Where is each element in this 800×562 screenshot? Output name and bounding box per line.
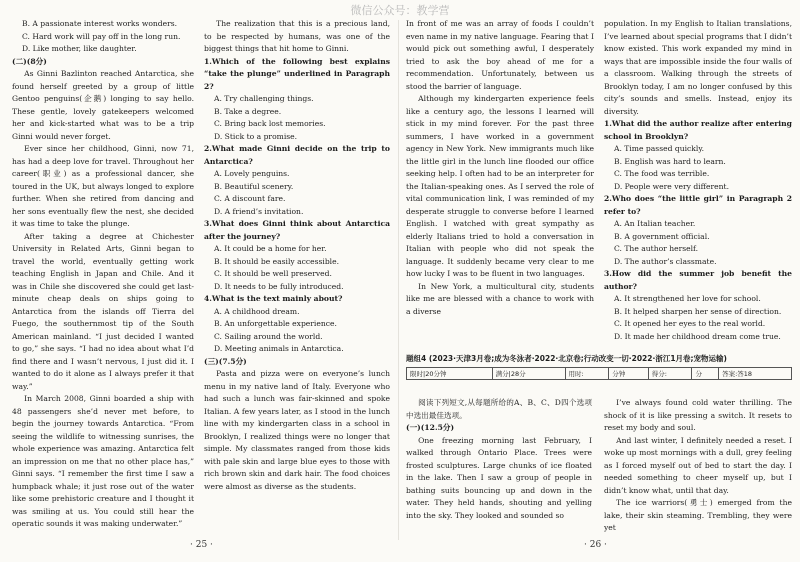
paragraph: D. People were very different. bbox=[614, 181, 729, 191]
paragraph: D. Like mother, like daughter. bbox=[22, 44, 137, 53]
page-number-right: · 26 · bbox=[584, 540, 607, 550]
paragraph: B. An unforgettable experience. bbox=[214, 319, 337, 328]
paragraph: A. An Italian teacher. bbox=[614, 219, 696, 228]
paragraph: A. A childhood dream. bbox=[214, 306, 300, 316]
paragraph: C. It should be well preserved. bbox=[214, 269, 332, 278]
paragraph: B. Beautiful scenery. bbox=[214, 181, 294, 191]
paragraph: (二)(8分) bbox=[12, 56, 47, 66]
paragraph: 3.How did the summer job benefit the author? bbox=[604, 269, 792, 291]
lower-left-column bbox=[406, 397, 592, 522]
paragraph: A. It could be a home for her. bbox=[214, 244, 327, 253]
paragraph: C. It opened her eyes to the real world. bbox=[614, 319, 766, 328]
paragraph: In front of me was an array of foods I couldn’t even name in my native language. Fearing that I would pick out something awful, I desperately tried to ask the boy ahead of me for a recommendation. Unfortunately, between us stood the barrier of language. bbox=[406, 19, 594, 91]
page-gutter bbox=[398, 20, 399, 540]
paragraph: Ever since her childhood, Ginni, now 71, has had a deep love for travel. Throughout her career(职业) as a professional dancer, she toured in the UK, but always longed to explore further. When she retired from dancing and her sons eventually flew the nest, she decided it was time to take the plunge. bbox=[12, 144, 194, 228]
paragraph: 2.Who does “the little girl” in Paragraph 2 refer to? bbox=[604, 194, 792, 216]
question-group-header bbox=[406, 353, 792, 380]
paragraph: 阅读下列短文,从每题所给的A、B、C、D四个选项中选出最佳选项。 bbox=[406, 398, 592, 420]
paragraph: population. In my English to Italian translations, I’ve learned about special programs that I didn’t know existed. This work expanded my mind in ways that are impossible inside the four walls of a classroom. Walking through the streets of Brooklyn today, I am no longer confused by this city’s sounds and smells. Instead, enjoy its diversity. bbox=[604, 19, 792, 116]
group-title: 题组4 (2023·天津3月卷;成为冬泳者·2022·北京卷;行动改变一切·2022·浙江1月卷;宠物运输) bbox=[406, 354, 727, 363]
paragraph: I’ve always found cold water thrilling. The shock of it is like pressing a switch. It resets to reset my body and soul. bbox=[604, 398, 792, 432]
score-cell: 得分: bbox=[648, 368, 692, 380]
paragraph: 1.Which of the following best explains “take the plunge” underlined in Paragraph 2? bbox=[204, 56, 390, 91]
score-cell: 答案:答18 bbox=[719, 368, 792, 380]
paragraph: And last winter, I definitely needed a reset. I woke up most mornings with a dull, grey feeling as I forced myself out of bed to start the day. I needed something to cheer myself up, but I didn’t know what, until that day. bbox=[604, 435, 792, 495]
paragraph: C. Hard work will pay off in the long run. bbox=[22, 31, 181, 41]
column-1 bbox=[12, 18, 194, 531]
paragraph: B. Take a degree. bbox=[214, 106, 282, 116]
paragraph: C. The food was terrible. bbox=[614, 169, 710, 178]
paragraph: A. Try challenging things. bbox=[214, 94, 314, 103]
paragraph: A. Time passed quickly. bbox=[614, 144, 705, 153]
paragraph: (一)(12.5分) bbox=[406, 423, 455, 432]
paragraph: A. Lovely penguins. bbox=[214, 169, 290, 178]
paragraph: 2.What made Ginni decide on the trip to Antarctica? bbox=[204, 144, 390, 166]
paragraph: C. A discount fare. bbox=[214, 194, 286, 203]
paragraph: D. It made her childhood dream come true. bbox=[614, 331, 781, 341]
paragraph: C. The author herself. bbox=[614, 244, 698, 253]
paragraph: Pasta and pizza were on everyone’s lunch menu in my native land of Italy. Everyone who had such a lunch was fair-skinned and spoke Italian. A few years later, as I stood in the lunch line with my kindergarten class in a school in Brooklyn, I realized things were no longer that simple. My classmates ranged from those kids with pale skin and large blue eyes to those with rich brown skin and dark hair. The food choices were almost as diverse as the students. bbox=[204, 369, 390, 491]
paragraph: 3.What does Ginni think about Antarctica after the journey? bbox=[204, 219, 390, 241]
score-cell: 分钟 bbox=[609, 368, 648, 380]
column-2 bbox=[204, 18, 390, 493]
paragraph: The ice warriors(勇士) emerged from the lake, their skin steaming. Trembling, they were yet bbox=[604, 498, 792, 532]
paragraph: D. A friend’s invitation. bbox=[214, 206, 304, 216]
score-cell: 用时: bbox=[565, 368, 609, 380]
paragraph: D. It needs to be fully introduced. bbox=[214, 281, 344, 291]
paragraph: The realization that this is a precious land, to be respected by humans, was one of the biggest things that hit home to Ginni. bbox=[204, 19, 390, 53]
paragraph: C. Bring back lost memories. bbox=[214, 119, 326, 128]
page-number-left: · 25 · bbox=[190, 540, 213, 550]
paragraph: D. The author’s classmate. bbox=[614, 256, 717, 266]
paragraph: (三)(7.5分) bbox=[204, 356, 247, 366]
paragraph: In New York, a multicultural city, students like me are blessed with a chance to work with a diverse bbox=[406, 281, 594, 316]
paragraph: B. A government official. bbox=[614, 231, 710, 241]
paragraph: After taking a degree at Chichester University in Related Arts, Ginni began to travel the world, eventually getting work teaching English in Japan and Chile. And it was in Chile she discovered she could get last-minute cheap deals on ships going to Antarctica from the islands off Tierra del Fuego, the southernmost tip of the South American mainland. “I just decided I wanted to go,” she says. “I had no idea about what I’d find there and I wasn’t nervous, I just did it. I wanted to do it alone as I always prefer it that way.” bbox=[12, 231, 194, 391]
paragraph: Although my kindergarten experience feels like a century ago, the lessons I learned will stick in my mind forever. For the past three summers, I have worked in a government agency in New York. New immigrants much like the little girl in the lunch line flooded our office seeking help. I often had to be an interpreter for the Italian-speaking ones. As I served the role of vital communication link, I was reminded of my desperate struggle to converse before I learned English. I watched with great sympathy as elderly Italians tried to hold a conversation in Italian with people who did not speak the language. It suddenly became very clear to me how lucky I was to be fluent in two languages. bbox=[406, 94, 594, 278]
paragraph: B. It helped sharpen her sense of direction. bbox=[614, 306, 782, 316]
paragraph: As Ginni Bazlinton reached Antarctica, she found herself greeted by a group of little Gentoo penguins(企鹅) longing to say hello. These gentle, lovely gatekeepers welcomed her and kick-started what was to be a trip Ginni would never forget. bbox=[12, 69, 194, 141]
paragraph: 4.What is the text mainly about? bbox=[204, 294, 343, 303]
score-cell: 限时|20分钟 bbox=[407, 368, 493, 380]
column-4 bbox=[604, 18, 792, 343]
score-cell: 满分|28分 bbox=[492, 368, 565, 380]
paragraph: D. Meeting animals in Antarctica. bbox=[214, 344, 344, 353]
score-table bbox=[406, 367, 792, 380]
paragraph: 1.What did the author realize after entering school in Brooklyn? bbox=[604, 119, 792, 141]
score-cell: 分 bbox=[692, 368, 719, 380]
paragraph: C. Sailing around the world. bbox=[214, 331, 323, 341]
paragraph: B. English was hard to learn. bbox=[614, 156, 726, 166]
paragraph: In March 2008, Ginni boarded a ship with 48 passengers she’d never met before, to begin the journey towards Antarctica. “From seeing the wildlife to witnessing sunrises, the whole experience was amazing. Antarctica felt an impression on me that no other place has,” Ginni says. “I remember the first time I saw a humpback whale; it just rose out of the water like some prehistoric creature and I thought it was smiling at us. You could still hear the operatic sounds it was making underwater.” bbox=[12, 394, 194, 528]
paragraph: D. Stick to a promise. bbox=[214, 131, 298, 141]
paragraph: A. It strengthened her love for school. bbox=[614, 294, 761, 303]
column-3 bbox=[406, 18, 594, 318]
lower-right-column bbox=[604, 397, 792, 535]
watermark: 微信公众号：教学营 bbox=[350, 4, 450, 17]
paragraph: One freezing morning last February, I walked through Ontario Place. Trees were frosted sculptures. Large chunks of ice floated in the lake. Then I saw a group of people in bathing suits bouncing up and down in the water. They held hands, shouting and yelling into the sky. They looked and sounded so bbox=[406, 435, 592, 520]
paragraph: B. It should be easily accessible. bbox=[214, 256, 340, 266]
paragraph: B. A passionate interest works wonders. bbox=[22, 19, 178, 28]
